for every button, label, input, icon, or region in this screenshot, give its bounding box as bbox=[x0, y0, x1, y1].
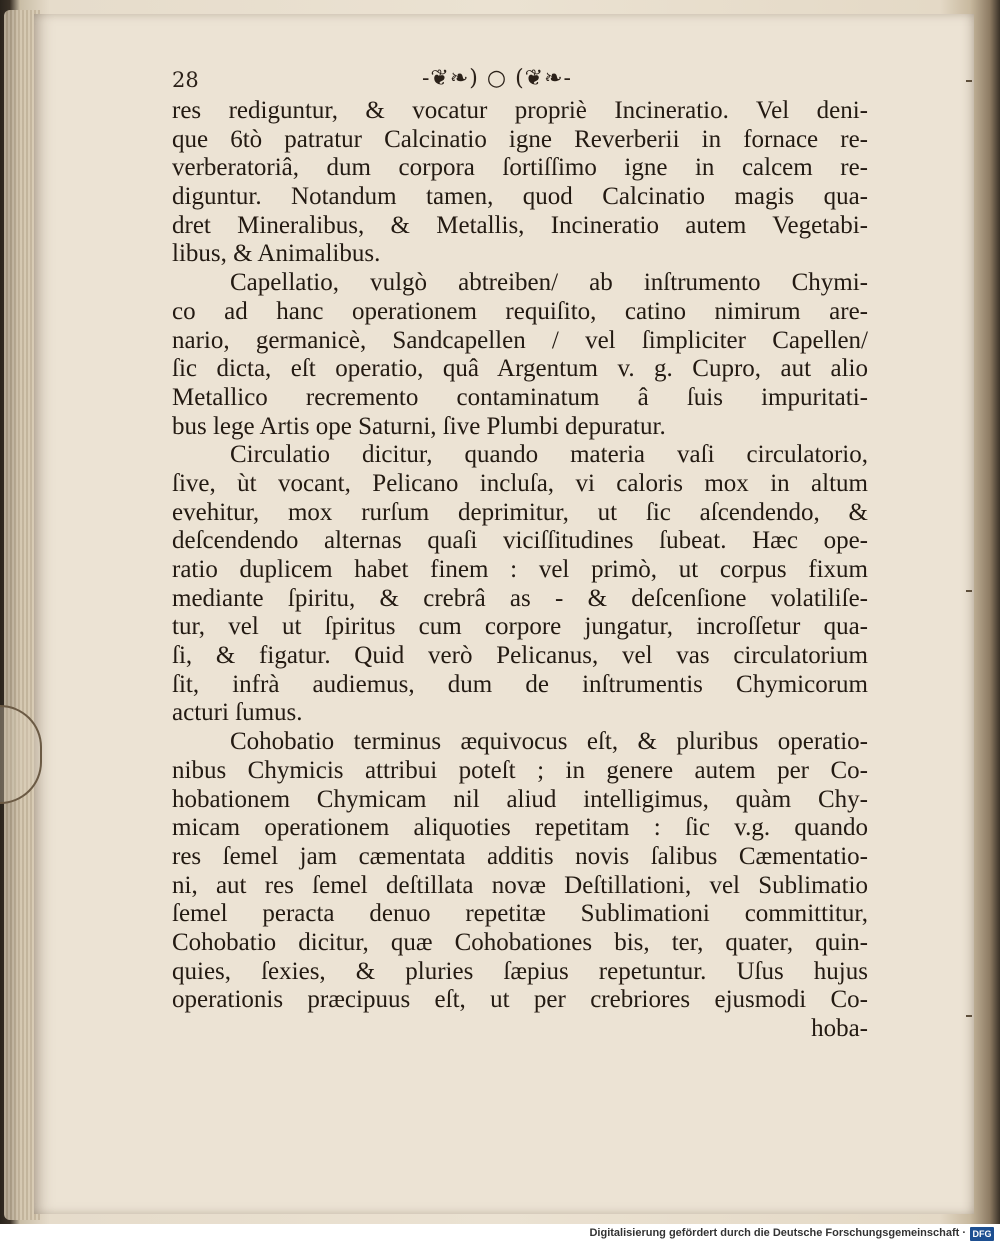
text-line: ſemel peracta denuo repetitæ Sublimationi committitur, bbox=[172, 900, 868, 928]
text-line: Cohobatio dicitur, quæ Cohobationes bis, ter, quater, quin- bbox=[172, 928, 868, 956]
text-line: res ſemel jam cæmentata additis novis ſalibus Cæmentatio- bbox=[172, 842, 868, 870]
text-line: Capellatio, vulgò abtreiben/ ab inſtrumento Chymi- bbox=[230, 269, 868, 297]
footer-bar bbox=[0, 1224, 1000, 1245]
header-ornament: -❦❧) ○ (❦❧- bbox=[422, 66, 572, 91]
text-line: Circulatio dicitur, quando materia vaſi circulatorio, bbox=[230, 441, 868, 469]
text-line: diguntur. Notandum tamen, quod Calcinatio magis qua- bbox=[172, 183, 868, 211]
text-line: ſi, & figatur. Quid verò Pelicanus, vel vas circulatorium bbox=[172, 642, 868, 670]
margin-tick bbox=[966, 80, 972, 82]
text-line: ratio duplicem habet finem : vel primò, ut corpus fixum bbox=[172, 556, 868, 583]
text-line: deſcendendo alternas quaſi viciſſitudines ſubeat. Hæc ope- bbox=[172, 527, 868, 555]
text-line: evehitur, mox rurſum deprimitur, ut ſic aſcendendo, & bbox=[172, 498, 868, 526]
text-line: operationis præcipuus eſt, ut per crebriores ejusmodi Co- bbox=[172, 986, 868, 1014]
text-line: co ad hanc operationem requiſito, catino nimirum are- bbox=[172, 297, 868, 325]
text-line: que 6tò patratur Calcinatio igne Reverberii in fornace re- bbox=[172, 125, 868, 153]
text-line: ni, aut res ſemel deſtillata novæ Deſtillationi, vel Sublimatio bbox=[172, 871, 868, 899]
text-line: nario, germanicè, Sandcapellen / vel ſimpliciter Capellen/ bbox=[172, 326, 868, 354]
text-line: libus, & Animalibus. bbox=[172, 240, 381, 268]
page-header bbox=[172, 68, 872, 98]
text-line: nibus Chymicis attribui poteſt ; in genere autem per Co- bbox=[172, 756, 868, 784]
text-line: quies, ſexies, & pluries ſæpius repetuntur. Uſus hujus bbox=[172, 957, 868, 985]
text-line: acturi ſumus. bbox=[172, 699, 303, 727]
text-line: Metallico recremento contaminatum â ſuis impuritati- bbox=[172, 383, 868, 411]
text-line: res rediguntur, & vocatur propriè Incineratio. Vel deni- bbox=[172, 97, 868, 124]
text-line: hobationem Chymicam nil aliud intelligimus, quàm Chy- bbox=[172, 785, 868, 813]
dfg-logo: DFG bbox=[970, 1227, 994, 1241]
funding-credit: Digitalisierung gefördert durch die Deutsche Forschungsgemeinschaft · bbox=[589, 1227, 966, 1239]
right-margin-marks bbox=[966, 80, 972, 1200]
text-line: verberatoriâ, dum corpora ſortiſſimo igne in calcem re- bbox=[172, 154, 868, 182]
margin-tick bbox=[966, 590, 972, 592]
page-number: 28 bbox=[172, 68, 199, 92]
text-line: dret Mineralibus, & Metallis, Incineratio autem Vegetabi- bbox=[172, 211, 868, 239]
text-line: tur, vel ut ſpiritus cum corpore jungatur, incroſſetur qua- bbox=[172, 613, 868, 641]
margin-tick bbox=[966, 1015, 972, 1017]
text-line: Cohobatio terminus æquivocus eſt, & pluribus operatio- bbox=[230, 728, 868, 756]
text-line: micam operationem aliquoties repetitam : ſic v.g. quando bbox=[172, 814, 868, 842]
text-line: ſic dicta, eſt operatio, quâ Argentum v. g. Cupro, aut alio bbox=[172, 355, 868, 383]
text-line: hoba- bbox=[811, 1015, 868, 1042]
text-line: ſit, infrà audiemus, dum de inſtrumentis Chymicorum bbox=[172, 670, 868, 698]
text-line: mediante ſpiritu, & crebrâ as - & deſcenſione volatiliſe- bbox=[172, 584, 868, 612]
page-text bbox=[172, 97, 868, 1044]
text-line: bus lege Artis ope Saturni, ſive Plumbi depuratur. bbox=[172, 412, 666, 440]
text-line: ſive, ùt vocant, Pelicano incluſa, vi caloris mox in altum bbox=[172, 469, 868, 497]
